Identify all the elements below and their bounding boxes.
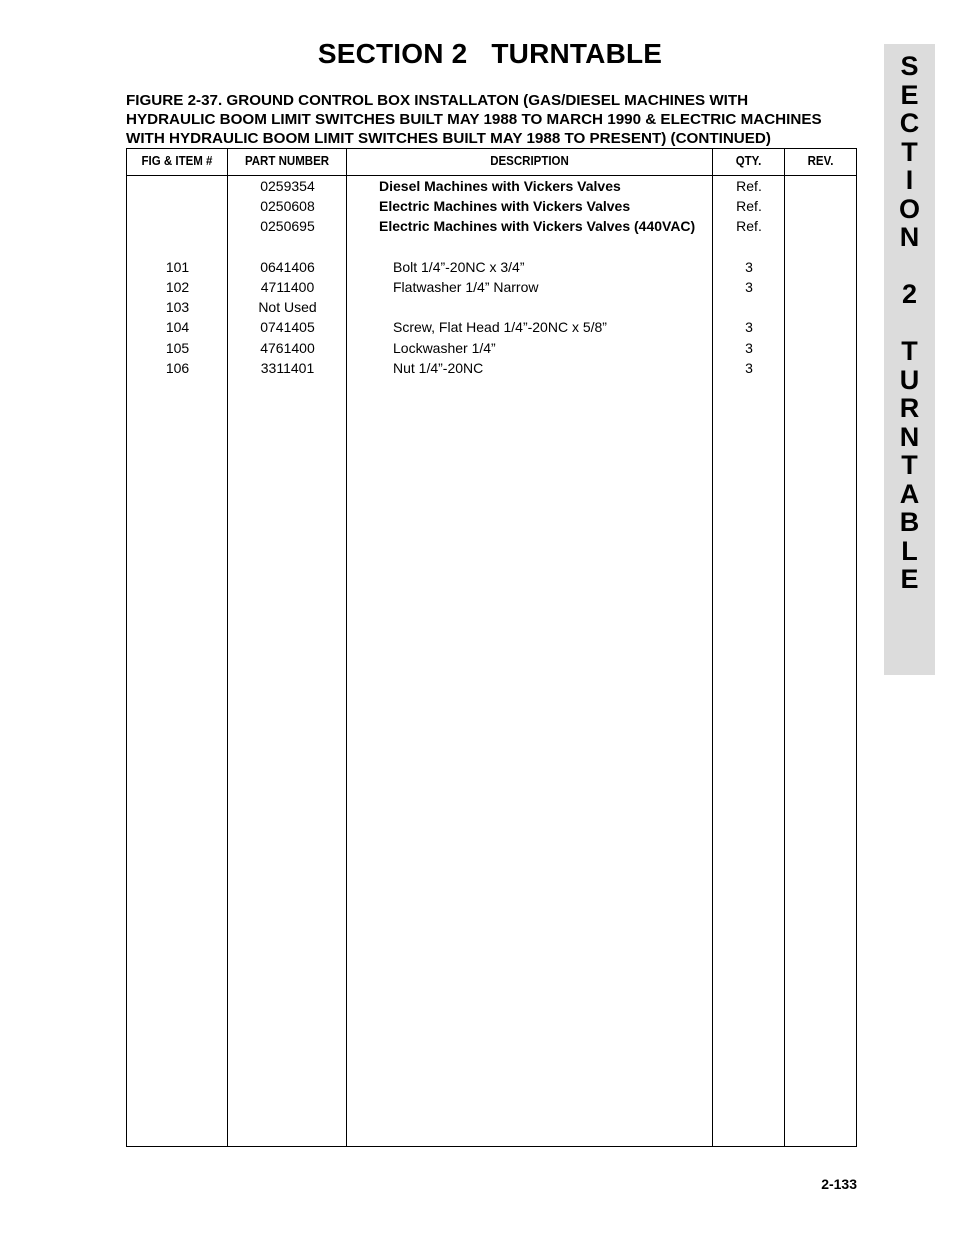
part-number-cell: 0741405 [260, 319, 315, 335]
side-tab-letter: 2 [901, 279, 918, 309]
quantity-cell: 3 [745, 279, 753, 295]
header-description: DESCRIPTION [490, 154, 569, 168]
parts-table [126, 148, 857, 1147]
side-tab-letter: C [899, 108, 920, 138]
side-tab-letter: R [899, 393, 920, 423]
header-qty: QTY. [735, 154, 762, 168]
description-cell: Electric Machines with Vickers Valves [379, 198, 631, 214]
table-row [127, 338, 856, 358]
side-tab-letter: T [901, 336, 918, 366]
side-tab-letter: T [901, 136, 918, 167]
table-row [127, 277, 856, 297]
quantity-cell: 3 [745, 340, 753, 356]
item-number-cell: 105 [165, 340, 190, 356]
part-number-cell: Not Used [258, 299, 317, 315]
description-cell: Diesel Machines with Vickers Valves [379, 178, 621, 194]
table-row [127, 358, 856, 378]
side-tab-letter: S [900, 51, 919, 81]
side-tab-letter [884, 252, 935, 281]
table-row [127, 196, 856, 216]
description-cell: Electric Machines with Vickers Valves (440VAC) [379, 218, 696, 234]
quantity-cell: Ref. [736, 178, 762, 194]
side-tab-letter: L [901, 535, 918, 566]
description-cell: Flatwasher 1/4” Narrow [393, 279, 539, 295]
side-tab-letter: N [899, 421, 920, 452]
table-row [127, 297, 856, 317]
part-number-cell: 4711400 [260, 279, 315, 295]
table-row [127, 176, 856, 196]
quantity-cell: 3 [745, 319, 753, 335]
item-number-cell: 101 [165, 259, 190, 275]
quantity-cell: Ref. [736, 198, 762, 214]
part-number-cell: 0641406 [260, 259, 315, 275]
side-tab-letter: B [899, 507, 920, 537]
header-part-number: PART NUMBER [244, 154, 330, 168]
side-tab-letter: U [899, 364, 920, 395]
page-number: 2-133 [821, 1176, 857, 1192]
part-number-cell: 0250608 [260, 198, 315, 214]
side-tab-letter: I [905, 165, 914, 195]
section-title: SECTION 2 TURNTABLE [317, 38, 663, 69]
part-number-cell: 3311401 [260, 360, 315, 376]
figure-title-line: FIGURE 2-37. GROUND CONTROL BOX INSTALLATON (GAS/DIESEL MACHINES WITH [126, 92, 749, 109]
figure-title-line: HYDRAULIC BOOM LIMIT SWITCHES BUILT MAY 1988 TO MARCH 1990 & ELECTRIC MACHINES [126, 111, 822, 128]
side-tab-letters [884, 52, 935, 594]
header-item: FIG & ITEM # [141, 154, 213, 168]
item-number-cell: 103 [165, 299, 190, 315]
quantity-cell: 3 [745, 259, 753, 275]
item-number-cell: 102 [165, 279, 190, 295]
side-tab-letter: N [899, 222, 920, 252]
table-row [127, 317, 856, 337]
figure-title [126, 91, 866, 148]
description-cell: Screw, Flat Head 1/4”-20NC x 5/8” [393, 319, 607, 335]
side-tab-letter: A [899, 478, 920, 509]
quantity-cell: 3 [745, 360, 753, 376]
side-tab-letter [884, 309, 935, 338]
description-cell: Nut 1/4”-20NC [393, 360, 484, 376]
side-tab-letter: E [900, 79, 919, 110]
item-number-cell: 104 [165, 319, 190, 335]
part-number-cell: 0250695 [260, 218, 315, 234]
description-cell: Lockwasher 1/4” [393, 340, 496, 356]
description-cell: Bolt 1/4”-20NC x 3/4” [393, 259, 525, 275]
section-side-tab [884, 44, 935, 675]
item-number-cell: 106 [165, 360, 190, 376]
side-tab-letter: E [900, 564, 919, 594]
table-row [127, 257, 856, 277]
side-tab-letter: O [898, 193, 920, 224]
quantity-cell: Ref. [736, 218, 762, 234]
header-rev: REV. [807, 154, 834, 168]
side-tab-letter: T [901, 450, 918, 480]
part-number-cell: 4761400 [260, 340, 315, 356]
table-row [127, 216, 856, 236]
part-number-cell: 0259354 [260, 178, 315, 194]
figure-title-line: WITH HYDRAULIC BOOM LIMIT SWITCHES BUILT MAY 1988 TO PRESENT) (CONTINUED) [126, 130, 771, 147]
